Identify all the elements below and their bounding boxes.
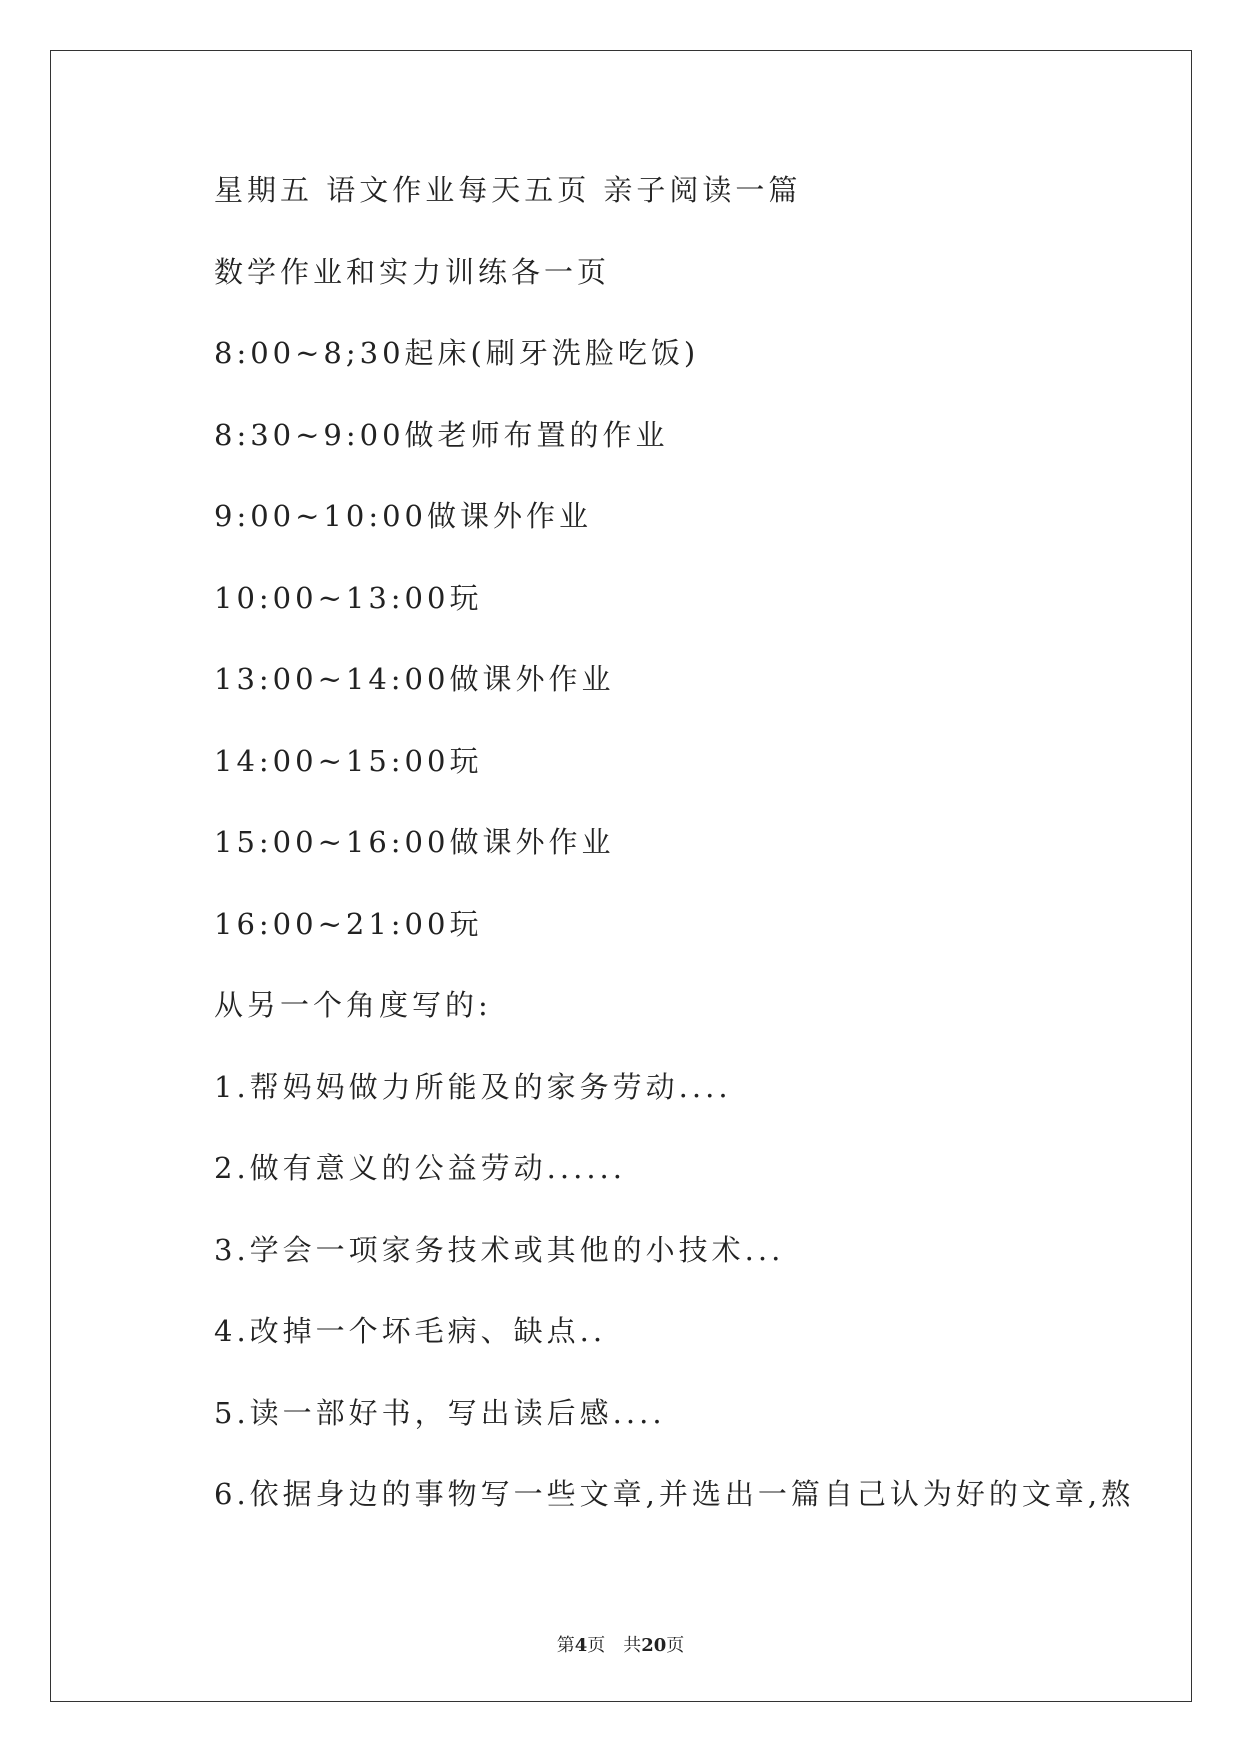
text-line: 14:00~15:00玩 xyxy=(214,743,483,778)
text-line: 10:00~13:00玩 xyxy=(214,580,483,615)
text-line: 8:30~9:00做老师布置的作业 xyxy=(214,417,669,452)
text-line: 6.依据身边的事物写一些文章,并选出一篇自己认为好的文章,熬 xyxy=(214,1477,1135,1511)
footer-page-suffix: 页 xyxy=(587,1635,606,1656)
text-line: 9:00~10:00做课外作业 xyxy=(214,499,592,533)
text-line: 从另一个角度写的: xyxy=(214,988,492,1022)
text-line: 13:00~14:00做课外作业 xyxy=(214,662,615,696)
footer-total-pages: 20 xyxy=(641,1635,667,1656)
page-footer xyxy=(0,1631,1241,1657)
footer-total-suffix: 页 xyxy=(666,1635,685,1656)
footer-page-number: 4 xyxy=(574,1635,588,1656)
text-line: 3.学会一项家务技术或其他的小技术... xyxy=(214,1232,785,1267)
footer-total-prefix: 共 xyxy=(623,1635,642,1656)
text-line: 16:00~21:00玩 xyxy=(214,906,483,941)
text-line: 4.改掉一个坏毛病、缺点.. xyxy=(214,1314,607,1348)
document-body xyxy=(214,165,1135,1551)
text-line: 5.读一部好书，写出读后感.... xyxy=(214,1395,666,1430)
text-line: 星期五 语文作业每天五页 亲子阅读一篇 xyxy=(214,173,802,207)
text-line: 2.做有意义的公益劳动...... xyxy=(214,1151,626,1185)
text-line: 15:00~16:00做课外作业 xyxy=(214,825,615,859)
footer-prefix: 第 xyxy=(556,1635,575,1656)
text-line: 8:00~8;30起床(刷牙洗脸吃饭) xyxy=(214,336,700,370)
text-line: 数学作业和实力训练各一页 xyxy=(214,254,611,289)
text-line: 1.帮妈妈做力所能及的家务劳动.... xyxy=(214,1069,732,1104)
